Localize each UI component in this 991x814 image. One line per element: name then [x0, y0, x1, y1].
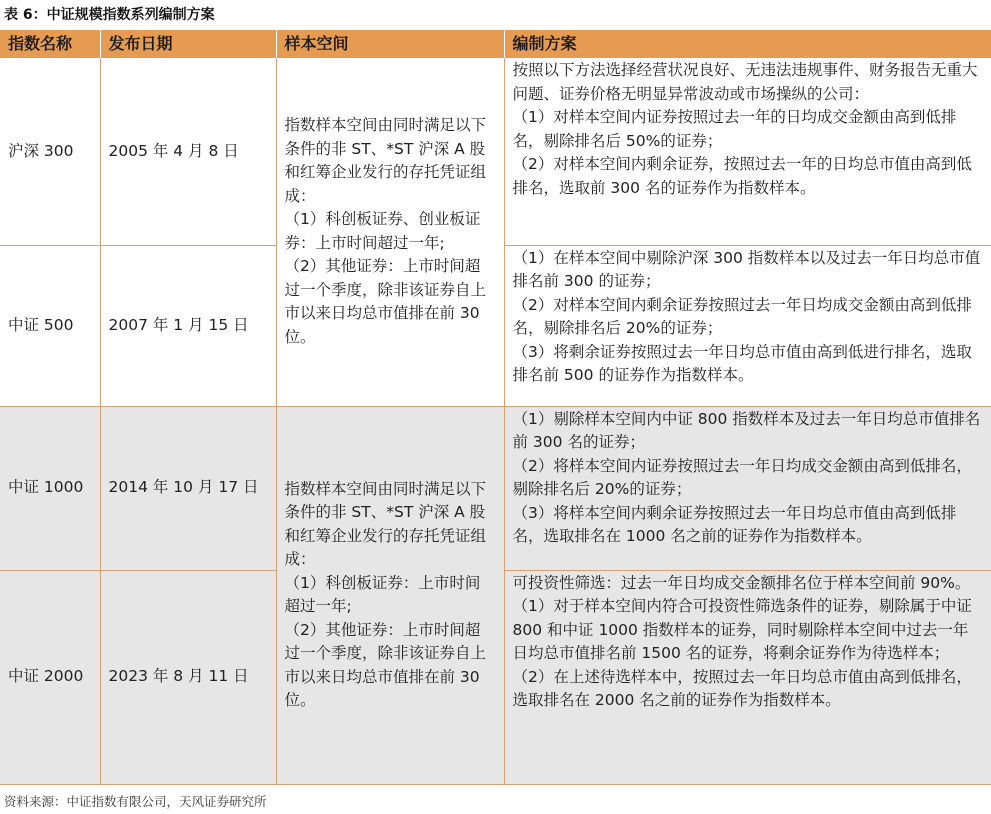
sample-space-text: （2）其他证券：上市时间超过一个季度，除非该证券自上市以来日均总市值排在前 30 位。 [284, 257, 487, 346]
sample-space-text: （2）其他证券：上市时间超过一个季度，除非该证券自上市以来日均总市值排在前 30 位。 [284, 620, 487, 709]
plan-text: （3）将样本空间内剩余证券按照过去一年日均总市值由高到低排名，选取排名在 1000 名之前的证券作为指数样本。 [512, 503, 957, 545]
plan-text: （2）对样本空间内剩余证券按照过去一年日均成交金额由高到低排名，剔除排名后 20%的证券； [512, 295, 972, 337]
table-caption: 表 6：中证规模指数系列编制方案 [4, 7, 215, 23]
plan-text: 按照以下方法选择经营状况良好、无违法违规事件、财务报告无重大问题、证券价格无明显异常波动或市场操纵的公司： [512, 61, 978, 103]
plan-text: （2）在上述待选样本中，按照过去一年日均总市值由高到低排名，选取排名在 2000 名之前的证券作为指数样本。 [512, 667, 972, 709]
header-compilation-plan: 编制方案 [504, 30, 991, 58]
sample-space-text: （1）科创板证券：上市时间超过一年; [284, 573, 481, 615]
compilation-plan-cell [504, 406, 991, 570]
sample-space-cell [276, 406, 504, 784]
index-name-cell: 沪深 300 [0, 58, 100, 245]
table-row [0, 58, 991, 245]
compilation-plan-cell [504, 570, 991, 784]
index-name-cell: 中证 1000 [0, 406, 100, 570]
plan-text: （2）对样本空间内剩余证券，按照过去一年的日均总市值由高到低排名，选取前 300 名的证券作为指数样本。 [512, 155, 972, 197]
table-header-row [0, 30, 991, 58]
plan-text: （1）对样本空间内证券按照过去一年的日均成交金额由高到低排名，剔除排名后 50%的证券； [512, 108, 957, 150]
index-name-cell: 中证 2000 [0, 570, 100, 784]
release-date-cell: 2005 年 4 月 8 日 [100, 58, 276, 245]
plan-text: （2）将样本空间内证券按照过去一年日均成交金额由高到低排名，剔除排名后 20%的证券； [512, 456, 972, 498]
release-date-cell: 2014 年 10 月 17 日 [100, 406, 276, 570]
sample-space-cell [276, 58, 504, 406]
plan-text: （1）剔除样本空间内中证 800 指数样本及过去一年日均总市值排名前 300 名的证券； [512, 409, 981, 451]
release-date-cell: 2007 年 1 月 15 日 [100, 245, 276, 406]
plan-text: 可投资性筛选：过去一年日均成交金额排名位于样本空间前 90%。 [512, 573, 971, 592]
sample-space-text: （1）科创板证券、创业板证券：上市时间超过一年; [284, 210, 481, 252]
plan-text: （1）对于样本空间内符合可投资性筛选条件的证券，剔除属于中证 800 和中证 1000 指数样本的证券，同时剔除样本空间中过去一年日均总市值排名前 1500 名的证券，将剩余证券作为待选样本； [512, 597, 972, 662]
compilation-plan-cell [504, 245, 991, 406]
table-row [0, 406, 991, 570]
header-sample-space: 样本空间 [276, 30, 504, 58]
compilation-plan-cell [504, 58, 991, 245]
release-date-cell: 2023 年 8 月 11 日 [100, 570, 276, 784]
sample-space-text: 指数样本空间由同时满足以下条件的非 ST、*ST 沪深 A 股和红筹企业发行的存托凭证组成： [284, 479, 487, 568]
header-index-name: 指数名称 [0, 30, 100, 58]
plan-text: （3）将剩余证券按照过去一年日均总市值由高到低进行排名，选取排名前 500 的证券作为指数样本。 [512, 342, 972, 384]
index-scheme-table [0, 30, 991, 785]
header-release-date: 发布日期 [100, 30, 276, 58]
index-name-cell: 中证 500 [0, 245, 100, 406]
source-note: 资料来源：中证指数有限公司，天风证券研究所 [4, 794, 267, 809]
sample-space-text: 指数样本空间由同时满足以下条件的非 ST、*ST 沪深 A 股和红筹企业发行的存托凭证组成： [284, 116, 487, 205]
plan-text: （1）在样本空间中剔除沪深 300 指数样本以及过去一年日均总市值排名前 300 的证券； [512, 248, 981, 290]
